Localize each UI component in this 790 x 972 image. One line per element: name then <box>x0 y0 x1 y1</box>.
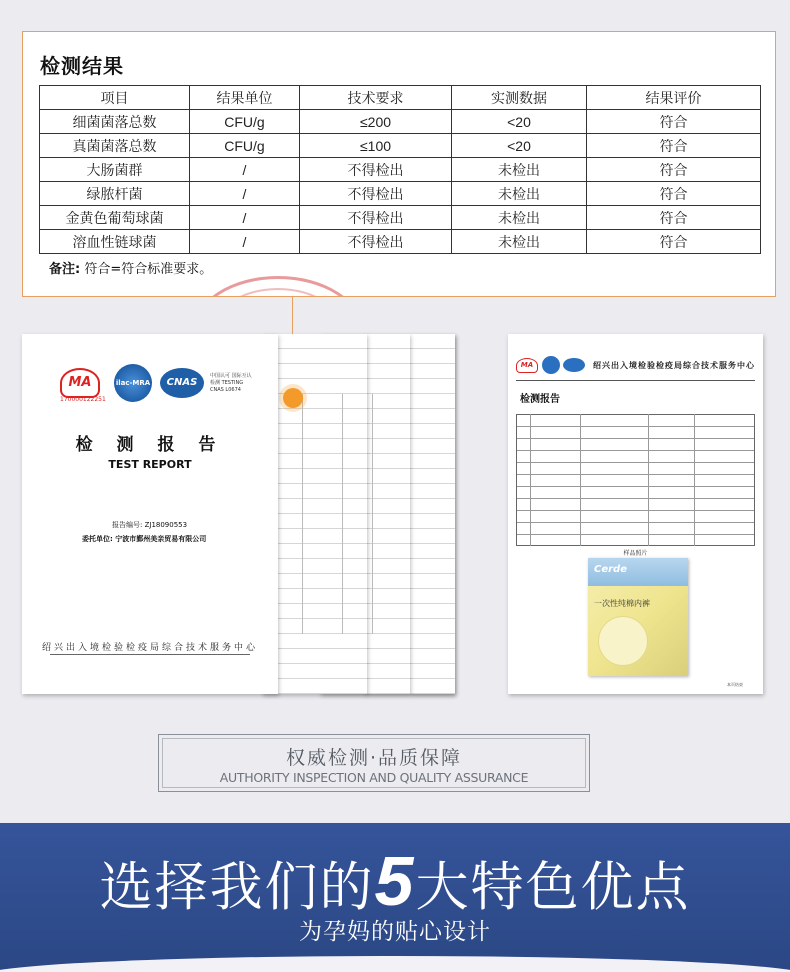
cell-evaluation: 符合 <box>587 134 761 158</box>
table-header-row <box>40 86 761 110</box>
banner-subtitle: 为孕妈的贴心设计 <box>299 919 491 945</box>
ilac-mra-logo <box>542 356 560 374</box>
header-evaluation: 结果评价 <box>587 86 761 110</box>
cell-measured: 未检出 <box>452 206 587 230</box>
divider <box>50 654 250 655</box>
cell-evaluation: 符合 <box>587 158 761 182</box>
product-illustration <box>598 616 648 666</box>
cell-requirement: ≤100 <box>300 134 452 158</box>
cell-requirement: 不得检出 <box>300 206 452 230</box>
banner-title-pre: 选择我们的 <box>99 857 375 918</box>
test-result-card <box>22 31 776 297</box>
cell-unit: CFU/g <box>190 110 300 134</box>
cell-requirement: ≤200 <box>300 110 452 134</box>
table-row <box>40 110 761 134</box>
cell-item: 真菌菌落总数 <box>40 134 190 158</box>
header-measured: 实测数据 <box>452 86 587 110</box>
report-title: 检 测 报 告 <box>75 435 225 455</box>
cell-evaluation: 符合 <box>587 230 761 254</box>
cell-measured: <20 <box>452 110 587 134</box>
page-end-note: 本页结束 <box>727 682 743 687</box>
cell-requirement: 不得检出 <box>300 230 452 254</box>
table-column-rule <box>648 414 649 546</box>
issuing-org: 绍兴出入境检验检疫局综合技术服务中心 <box>593 359 755 370</box>
header-unit: 结果单位 <box>190 86 300 110</box>
cell-measured: 未检出 <box>452 182 587 206</box>
remark <box>49 258 212 277</box>
banner-title <box>0 841 790 921</box>
card-title: 检测结果 <box>40 54 124 78</box>
table-row <box>40 230 761 254</box>
remark-text: 符合=符合标准要求。 <box>84 262 213 277</box>
table-row <box>40 158 761 182</box>
cell-unit: / <box>190 230 300 254</box>
cell-unit: CFU/g <box>190 134 300 158</box>
sample-photo-label: 样品照片 <box>623 550 648 557</box>
cell-evaluation: 符合 <box>587 182 761 206</box>
result-table <box>39 85 761 254</box>
cell-item: 金黄色葡萄球菌 <box>40 206 190 230</box>
report-number: 报告编号: ZJ18090553 <box>112 521 188 529</box>
cell-measured: 未检出 <box>452 230 587 254</box>
cell-unit: / <box>190 182 300 206</box>
report-subtitle: TEST REPORT <box>108 458 192 471</box>
cma-logo: MA <box>60 368 100 398</box>
cnas-accreditation-text: 中国认可 国际互认 检测 TESTING CNAS L0674 <box>210 372 252 393</box>
cell-item: 溶血性链球菌 <box>40 230 190 254</box>
cell-evaluation: 符合 <box>587 110 761 134</box>
product-name: 一次性纯棉内裤 <box>594 599 650 608</box>
product-photo <box>588 558 688 676</box>
cell-measured: <20 <box>452 134 587 158</box>
cnas-logo <box>563 358 585 372</box>
cell-evaluation: 符合 <box>587 206 761 230</box>
cell-item: 细菌菌落总数 <box>40 110 190 134</box>
table-column-rule <box>580 414 581 546</box>
cell-item: 绿脓杆菌 <box>40 182 190 206</box>
authority-banner <box>158 734 590 792</box>
sample-page-header <box>516 356 755 374</box>
cell-unit: / <box>190 158 300 182</box>
cell-measured: 未检出 <box>452 158 587 182</box>
table-column-rule <box>694 414 695 546</box>
table-row <box>40 206 761 230</box>
page-column-rule <box>372 394 373 634</box>
cell-requirement: 不得检出 <box>300 182 452 206</box>
test-report-cover <box>22 334 278 694</box>
table-column-rule <box>530 414 531 546</box>
client-name: 委托单位: 宁波市鄞州美亲贸易有限公司 <box>82 535 207 543</box>
banner-title-number: 5 <box>374 842 416 920</box>
cell-requirement: 不得检出 <box>300 158 452 182</box>
cell-unit: / <box>190 206 300 230</box>
product-brand: Cerde <box>594 564 627 575</box>
banner-title-post: 大特色优点 <box>415 857 691 918</box>
authority-title-cn: 权威检测·品质保障 <box>285 747 463 769</box>
table-row <box>40 182 761 206</box>
authority-title-en: AUTHORITY INSPECTION AND QUALITY ASSURANCE <box>219 770 529 785</box>
header-requirement: 技术要求 <box>300 86 452 110</box>
sample-report-title: 检测报告 <box>520 394 560 405</box>
features-banner <box>0 823 790 972</box>
page-column-rule <box>302 394 303 634</box>
table-row <box>40 134 761 158</box>
issuing-org: 绍兴出入境检验检疫局综合技术服务中心 <box>41 643 258 653</box>
highlight-dot <box>283 388 303 408</box>
remark-label: 备注: <box>49 262 81 277</box>
sample-info-table <box>516 414 755 546</box>
cma-logo: MA <box>516 358 538 373</box>
cell-item: 大肠菌群 <box>40 158 190 182</box>
header-item: 项目 <box>40 86 190 110</box>
ilac-mra-logo: ilac-MRA <box>114 364 152 402</box>
cma-number: 170000122251 <box>60 396 106 403</box>
cnas-logo: CNAS <box>160 368 204 398</box>
divider <box>516 380 755 381</box>
page-column-rule <box>342 394 343 634</box>
sample-report-page <box>508 334 763 694</box>
